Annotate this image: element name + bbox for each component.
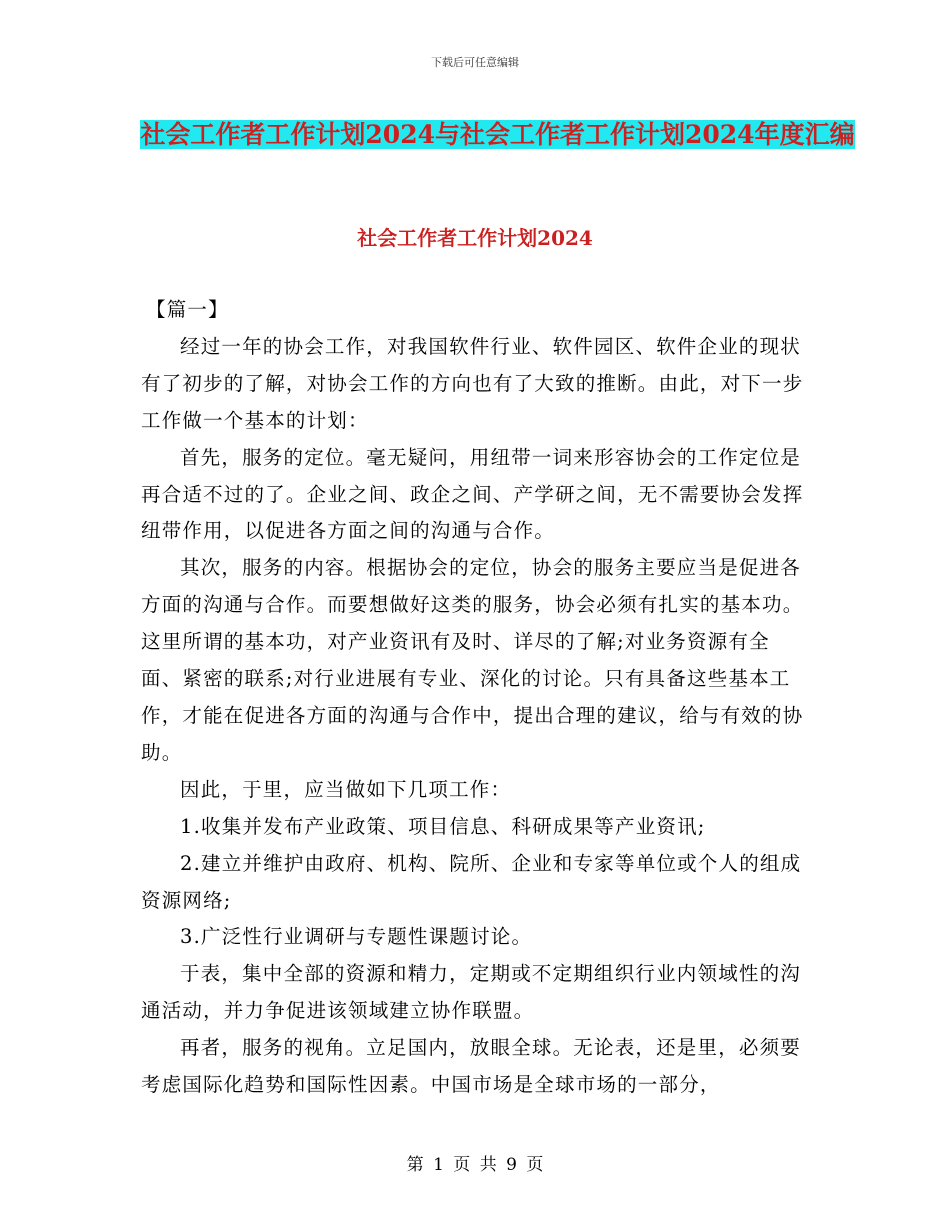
paragraph: 因此，于里，应当做如下几项工作： [180, 777, 512, 801]
paragraph: 经过一年的协会工作，对我国软件行业、软件园区、软件企业的现状有了初步的了解，对协会工作的方向也有了大致的推断。由此，对下一步工作做一个基本的计划： [141, 334, 804, 432]
document-body [141, 292, 806, 1104]
header-note: 下载后可任意编辑 [431, 56, 519, 69]
paragraph: 再者，服务的视角。立足国内，放眼全球。无论表，还是里，必须要考虑国际化趋势和国际性因素。中国市场是全球市场的一部分， [141, 1036, 802, 1097]
document-title [140, 112, 855, 158]
paragraph: 于表，集中全部的资源和精力，定期或不定期组织行业内领域性的沟通活动，并力争促进该领域建立协作联盟。 [141, 962, 802, 1023]
document-title-text: 社会工作者工作计划2024与社会工作者工作计划2024年度汇编 [140, 120, 855, 149]
paragraph: 首先，服务的定位。毫无疑问，用纽带一词来形容协会的工作定位是再合适不过的了。企业之间、政企之间、产学研之间，无不需要协会发挥纽带作用，以促进各方面之间的沟通与合作。 [141, 445, 804, 543]
list-item: 2.建立并维护由政府、机构、院所、企业和专家等单位或个人的组成资源网络; [141, 851, 802, 912]
list-item: 1.收集并发布产业政策、项目信息、科研成果等产业资讯; [180, 814, 706, 838]
part-label: 【篇一】 [146, 298, 229, 321]
page-number-footer: 第 1 页 共 9 页 [406, 1155, 544, 1175]
paragraph: 其次，服务的内容。根据协会的定位，协会的服务主要应当是促进各方面的沟通与合作。而要想做好这类的服务，协会必须有扎实的基本功。这里所谓的基本功，对产业资讯有及时、详尽的了解;对业务资源有全面、紧密的联系;对行业进展有专业、深化的讨论。只有具备这些基本工作，才能在促进各方面的沟通与合作中，提出合理的建议，给与有效的协助。 [141, 556, 804, 764]
list-item: 3.广泛性行业调研与专题性课题讨论。 [180, 925, 533, 949]
section-title: 社会工作者工作计划2024 [357, 226, 593, 250]
